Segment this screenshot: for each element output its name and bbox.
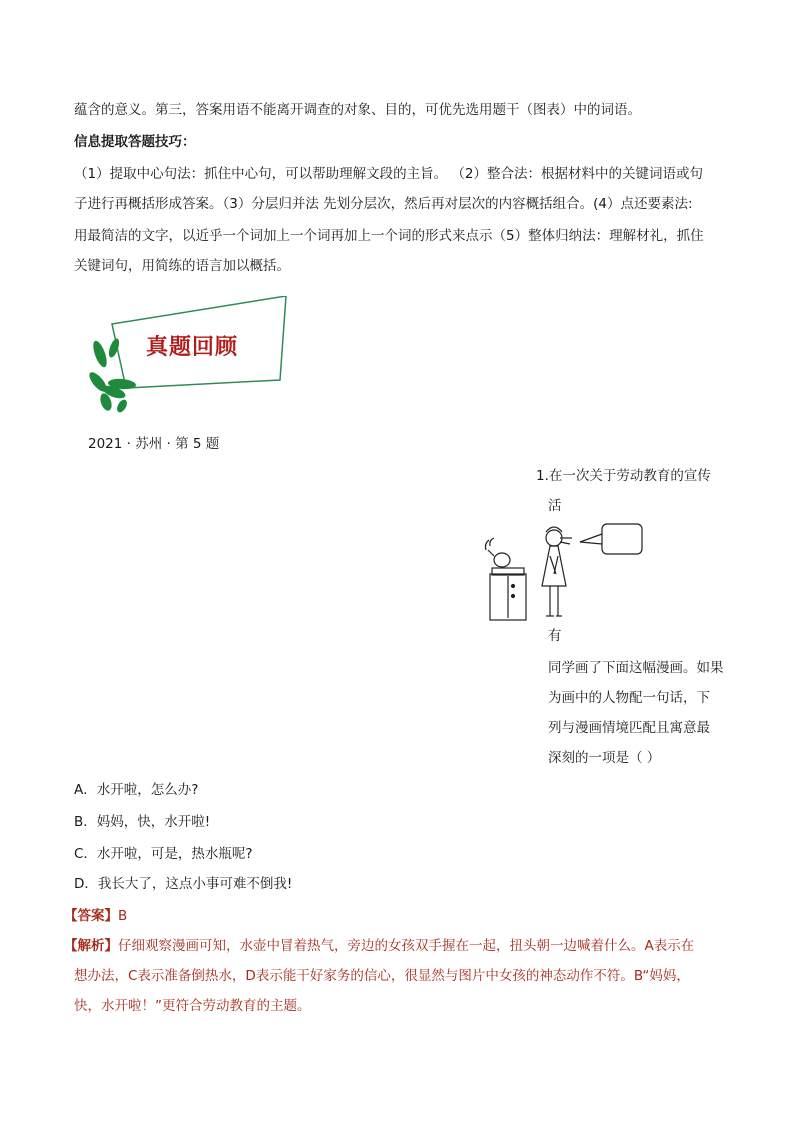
kettle-icon — [485, 538, 510, 567]
question-text: 深刻的一项是（ ） — [548, 750, 661, 766]
option-c: C．水开啦，可是，热水瓶呢? — [74, 846, 253, 862]
analysis-tag: 【解析】 — [64, 938, 118, 954]
girl-figure — [542, 527, 572, 616]
question-text: 有 — [548, 628, 562, 644]
speech-bubble — [580, 524, 642, 554]
answer-tag: 【答案】 — [64, 908, 118, 924]
question-text: 活 — [548, 498, 562, 514]
option-b: B．妈妈，快，水开啦! — [74, 814, 211, 830]
question-text: 1.在一次关于劳动教育的宣传 — [536, 468, 711, 484]
option-a: A．水开啦，怎么办? — [74, 782, 199, 798]
question-text: 列与漫画情境匹配且寓意最 — [548, 720, 710, 736]
option-d: D．我长大了，这点小事可难不倒我! — [74, 876, 293, 892]
analysis-line — [64, 936, 694, 956]
question-text: 为画中的人物配一句话，下 — [548, 690, 710, 706]
answer-value: B — [118, 908, 128, 924]
section-heading: 信息提取答题技巧： — [74, 134, 196, 150]
paragraph-line: 子进行再概括形成答案。（3）分层归并法 先划分层次，然后再对层次的内容概括组合。(4）点还要素法: — [74, 196, 693, 212]
section-banner — [74, 296, 294, 416]
stove-cabinet — [490, 568, 526, 620]
question-source: 2021 · 苏州 · 第 5 题 — [88, 436, 220, 452]
banner-title: 真题回顾 — [146, 334, 239, 360]
answer-line — [64, 906, 127, 926]
question-text: 同学画了下面这幅漫画。如果 — [548, 660, 724, 676]
paragraph-line: 蕴含的意义。第三，答案用语不能离开调查的对象、目的，可优先选用题干（图表）中的词语。 — [74, 102, 641, 118]
cartoon-illustration — [480, 516, 650, 628]
analysis-text: 仔细观察漫画可知，水壶中冒着热气，旁边的女孩双手握在一起，扭头朝一边喊着什么。A表示在 — [118, 938, 695, 954]
paragraph-line: 关键词句，用简练的语言加以概括。 — [74, 258, 290, 274]
paragraph-line: 用最简洁的文字，以近乎一个词加上一个词再加上一个词的形式来点示（5）整体归纳法：理解材礼，抓住 — [74, 228, 704, 244]
analysis-line: 想办法，C表示准备倒热水，D表示能干好家务的信心，很显然与图片中女孩的神态动作不符。B“妈妈， — [74, 968, 690, 984]
analysis-line: 快，水开啦！”更符合劳动教育的主题。 — [74, 998, 311, 1014]
paragraph-line: （1）提取中心句法：抓住中心句，可以帮助理解文段的主旨。 （2）整合法：根据材料中的关键词语或句 — [74, 166, 703, 182]
